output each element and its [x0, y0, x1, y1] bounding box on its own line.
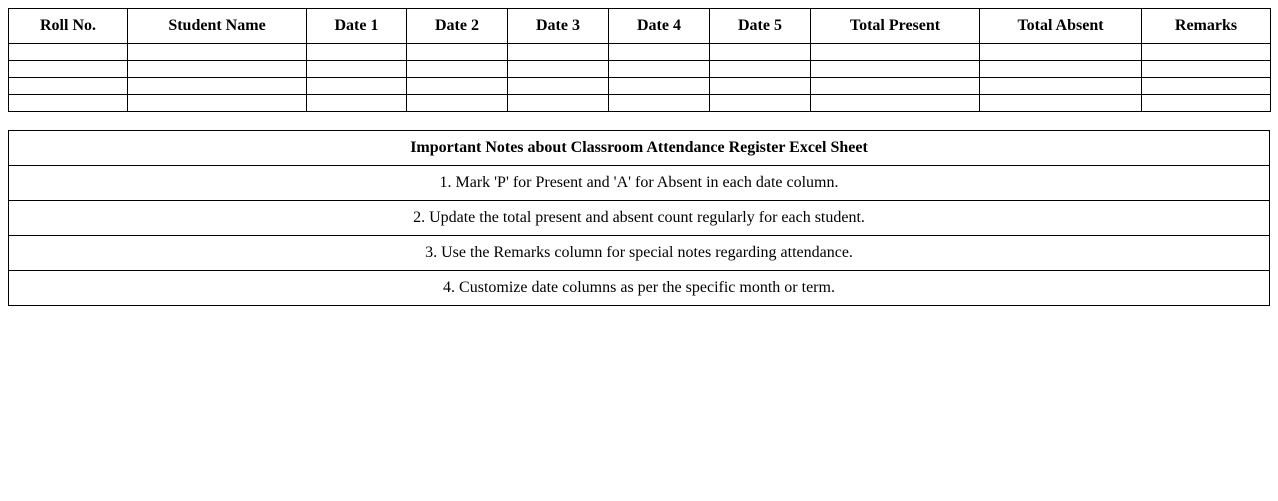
header-student-name: Student Name [128, 9, 307, 44]
attendance-register-table [8, 8, 1271, 112]
header-date-5: Date 5 [710, 9, 811, 44]
note-item: 1. Mark 'P' for Present and 'A' for Absent in each date column. [9, 166, 1270, 201]
table-cell[interactable] [811, 44, 980, 61]
header-roll-no: Roll No. [9, 9, 128, 44]
note-item: 4. Customize date columns as per the specific month or term. [9, 271, 1270, 306]
note-item: 3. Use the Remarks column for special notes regarding attendance. [9, 236, 1270, 271]
table-cell[interactable] [609, 44, 710, 61]
note-item: 2. Update the total present and absent count regularly for each student. [9, 201, 1270, 236]
header-total-absent: Total Absent [980, 9, 1142, 44]
table-cell[interactable] [811, 78, 980, 95]
table-cell[interactable] [128, 61, 307, 78]
table-row [9, 61, 1271, 78]
table-cell[interactable] [609, 61, 710, 78]
table-cell[interactable] [407, 61, 508, 78]
header-date-4: Date 4 [609, 9, 710, 44]
table-cell[interactable] [508, 95, 609, 112]
table-cell[interactable] [508, 78, 609, 95]
table-cell[interactable] [9, 78, 128, 95]
table-cell[interactable] [710, 95, 811, 112]
table-row [9, 44, 1271, 61]
table-cell[interactable] [508, 61, 609, 78]
notes-title-row [9, 131, 1270, 166]
table-cell[interactable] [307, 95, 407, 112]
table-cell[interactable] [980, 95, 1142, 112]
table-cell[interactable] [710, 78, 811, 95]
table-cell[interactable] [508, 44, 609, 61]
table-cell[interactable] [811, 95, 980, 112]
table-cell[interactable] [980, 61, 1142, 78]
header-date-3: Date 3 [508, 9, 609, 44]
table-cell[interactable] [1142, 95, 1271, 112]
table-cell[interactable] [1142, 61, 1271, 78]
notes-title: Important Notes about Classroom Attendance Register Excel Sheet [9, 131, 1270, 166]
table-cell[interactable] [307, 44, 407, 61]
header-remarks: Remarks [1142, 9, 1271, 44]
table-cell[interactable] [9, 61, 128, 78]
table-cell[interactable] [980, 78, 1142, 95]
table-cell[interactable] [128, 44, 307, 61]
table-cell[interactable] [609, 95, 710, 112]
table-cell[interactable] [1142, 44, 1271, 61]
table-cell[interactable] [307, 78, 407, 95]
table-cell[interactable] [980, 44, 1142, 61]
header-row [9, 9, 1271, 44]
note-row [9, 166, 1270, 201]
table-row [9, 78, 1271, 95]
table-cell[interactable] [128, 78, 307, 95]
table-cell[interactable] [128, 95, 307, 112]
notes-table [8, 130, 1270, 306]
table-cell[interactable] [609, 78, 710, 95]
table-cell[interactable] [9, 44, 128, 61]
table-cell[interactable] [307, 61, 407, 78]
header-date-2: Date 2 [407, 9, 508, 44]
table-cell[interactable] [811, 61, 980, 78]
table-cell[interactable] [1142, 78, 1271, 95]
table-cell[interactable] [407, 44, 508, 61]
header-total-present: Total Present [811, 9, 980, 44]
table-cell[interactable] [9, 95, 128, 112]
table-cell[interactable] [710, 44, 811, 61]
table-cell[interactable] [407, 95, 508, 112]
table-cell[interactable] [407, 78, 508, 95]
header-date-1: Date 1 [307, 9, 407, 44]
note-row [9, 201, 1270, 236]
table-row [9, 95, 1271, 112]
note-row [9, 271, 1270, 306]
note-row [9, 236, 1270, 271]
table-cell[interactable] [710, 61, 811, 78]
